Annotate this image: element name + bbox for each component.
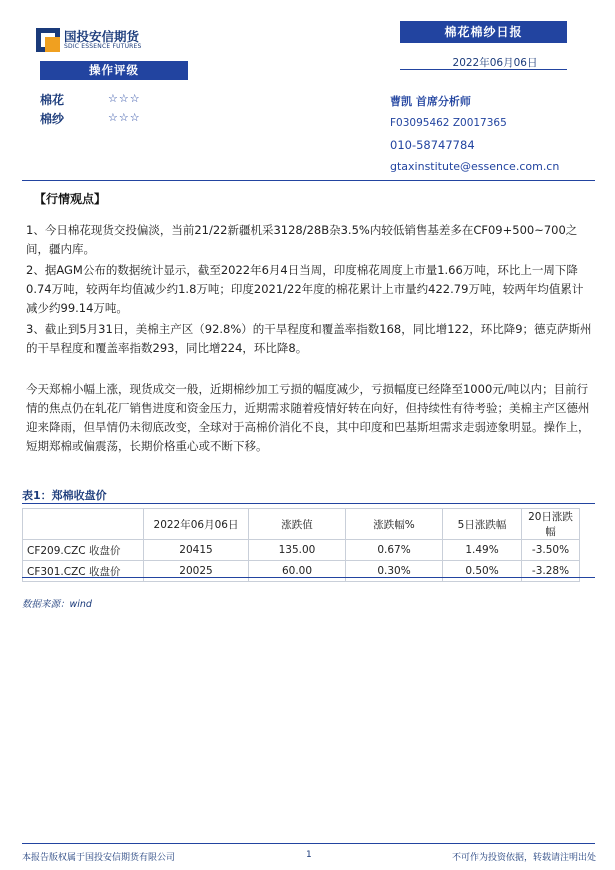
paragraph-2: 2、据AGM公布的数据统计显示，截至2022年6月4日当周，印度棉花周度上市量1.66万吨，环比上一周下降0.74万吨，较两年均值减少约1.8万吨；印度2021/22年度的棉花累计上市量约422.79万吨，较两年均值累计减少约99.14万吨。 [26, 263, 584, 315]
table-cell: CF209.CZC 收盘价 [23, 540, 144, 561]
table-cell: 135.00 [249, 540, 346, 561]
table-cell: 20025 [144, 561, 249, 582]
rating-title: 操作评级 [40, 61, 188, 80]
table-bottom-rule [22, 577, 595, 578]
date-underline [400, 69, 567, 70]
paragraph-1: 1、今日棉花现货交投偏淡，当前21/22新疆机采3128/28B杂3.5%内较低销售基差多在CF09+500~700之间，疆内库。 [26, 223, 578, 256]
table-header-row [23, 509, 580, 540]
table-header-cell: 涨跌值 [249, 509, 346, 540]
rating-label-cotton: 棉花 [40, 93, 65, 107]
price-table [22, 508, 580, 582]
logo-text-cn: 国投安信期货 [64, 29, 140, 44]
footer-page-number: 1 [306, 850, 312, 860]
table-cell: CF301.CZC 收盘价 [23, 561, 144, 582]
report-title: 棉花棉纱日报 [400, 21, 567, 43]
report-date: 2022年06月06日 [452, 57, 538, 69]
analyst-email[interactable]: gtaxinstitute@essence.com.cn [390, 160, 560, 173]
rating-stars-yarn: ☆☆☆ [108, 111, 141, 124]
section-title: 【行情观点】 [34, 192, 107, 206]
table-header-cell: 涨跌幅% [346, 509, 443, 540]
table-row [23, 561, 580, 582]
analyst-cert: F03095462 Z0017365 [390, 117, 507, 129]
company-logo [36, 24, 186, 54]
paragraph-3: 3、截止到5月31日，美棉主产区（92.8%）的干旱程度和覆盖率指数168，同比增122，环比降9；德克萨斯州的干旱程度和覆盖率指数293，同比增224，环比降8。 [26, 322, 592, 355]
table-cell: 60.00 [249, 561, 346, 582]
footer-disclaimer: 不可作为投资依据，转载请注明出处 [452, 853, 597, 863]
table-cell: 20415 [144, 540, 249, 561]
table-top-rule [22, 503, 595, 504]
analyst-phone: 010-58747784 [390, 138, 475, 152]
table-row [23, 540, 580, 561]
table-header-cell: 20日涨跌幅 [522, 509, 580, 540]
table-cell: 0.67% [346, 540, 443, 561]
rating-stars-cotton: ☆☆☆ [108, 92, 141, 105]
table-cell: -3.28% [522, 561, 580, 582]
paragraph-summary: 今天郑棉小幅上涨，现货成交一般，近期棉纱加工亏损的幅度减少，亏损幅度已经降至1000元/吨以内；目前行情的焦点仍在轧花厂销售进度和资金压力，近期需求随着疫情好转在向好，但持续性有待考验；美棉主产区德州迎来降雨，但旱情仍未彻底改变，全球对于高棉价消化不良，其中印度和巴基斯坦需求走弱迹象明显。操作上，短期郑棉或偏震荡，长期价格重心或不断下移。 [26, 382, 590, 453]
table-caption: 表1：郑棉收盘价 [22, 489, 107, 502]
table-header-cell: 2022年06月06日 [144, 509, 249, 540]
table-cell: 0.30% [346, 561, 443, 582]
data-source: 数据来源：wind [22, 599, 92, 610]
table-header-cell [23, 509, 144, 540]
table-cell: -3.50% [522, 540, 580, 561]
logo-mark-icon [36, 28, 60, 52]
analyst-name: 曹凯 首席分析师 [390, 95, 471, 108]
table-cell: 1.49% [443, 540, 522, 561]
table-header-cell: 5日涨跌幅 [443, 509, 522, 540]
table-cell: 0.50% [443, 561, 522, 582]
rating-label-yarn: 棉纱 [40, 112, 65, 126]
footer-copyright: 本报告版权属于国投安信期货有限公司 [22, 853, 176, 863]
logo-text-en: SDIC ESSENCE FUTURES [64, 43, 142, 50]
header-separator [22, 180, 595, 181]
footer-rule [22, 843, 595, 844]
